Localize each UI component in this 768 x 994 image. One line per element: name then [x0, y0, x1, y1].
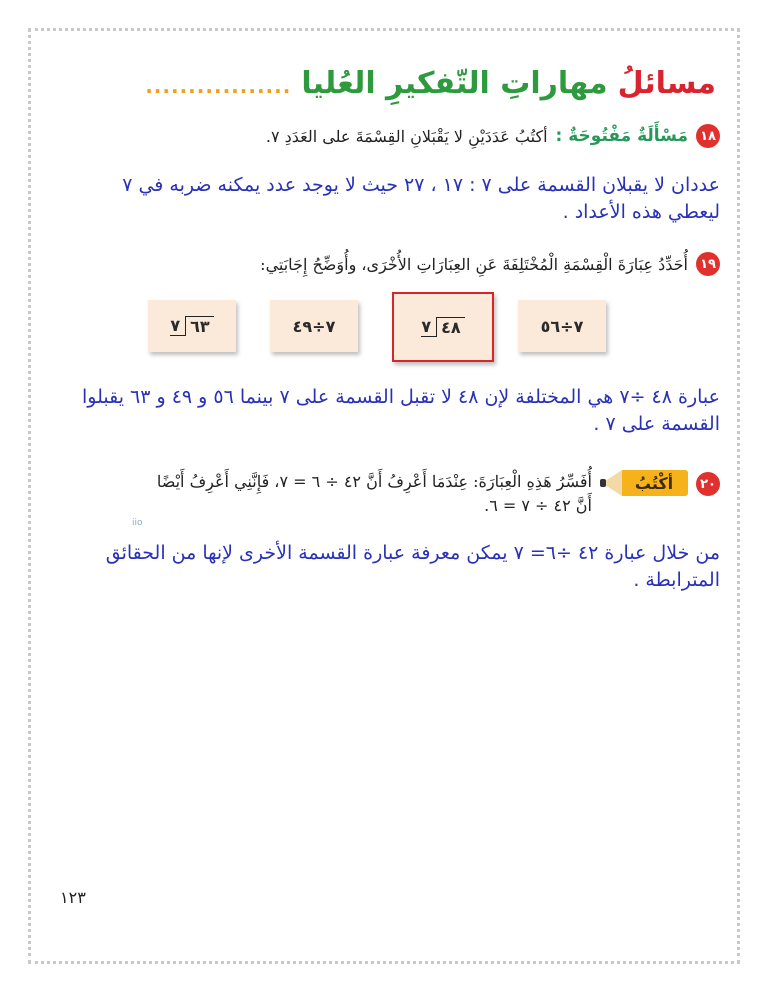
question-number-19: ١٩ [696, 252, 720, 276]
question-18-text: أكتُبُ عَدَدَيْنِ لا يَقْبَلانِ القِسْمَةَ على العَدَدِ ٧. [265, 126, 548, 146]
expression: ٧÷٥٦ [540, 316, 584, 336]
answer-20 [58, 540, 720, 594]
answer-19 [58, 384, 720, 438]
question-18 [266, 124, 720, 148]
divisor: ٧ [421, 317, 436, 337]
dividend: ٦٣ [185, 316, 214, 336]
expression: ٧÷٤٩ [292, 316, 336, 336]
answer-19-line2: القسمة على ٧ . [593, 413, 720, 435]
answer-19-line1: عبارة ٤٨ ÷٧ هي المختلفة لإن ٤٨ لا تقبل القسمة على ٧ بينما ٥٦ و ٤٩ و ٦٣ يقبلوا [81, 386, 720, 408]
long-division-63 [170, 316, 213, 336]
write-pencil-icon [600, 470, 688, 496]
card-48-div-7-selected [392, 292, 494, 362]
dividend: ٤٨ [436, 317, 465, 337]
question-20-text [157, 470, 592, 518]
question-20 [157, 470, 720, 518]
card-56-div-7 [518, 300, 606, 352]
question-20-line2: أَنَّ ٤٢ ÷ ٧ = ٦. [484, 496, 592, 515]
page-number: ١٢٣ [60, 888, 86, 907]
question-number-18: ١٨ [696, 124, 720, 148]
card-63-div-7 [148, 300, 236, 352]
section-title [145, 66, 716, 101]
answer-20-line1: من خلال عبارة ٤٢ ÷٦= ٧ يمكن معرفة عبارة القسمة الأخرى لإنها من الحقائق [105, 542, 720, 564]
answer-18-line2: ليعطي هذه الأعداد . [562, 201, 720, 223]
watermark: iio [132, 518, 143, 528]
question-19-text: أُحَدِّدُ عِبَارَةَ الْقِسْمَةِ الْمُخْتَلِفَةَ عَنِ العِبَارَاتِ الأُخْرَى، وأُوَضِّحُ إِجَابَتِي: [260, 254, 688, 274]
pencil-lead [600, 479, 606, 487]
title-dots: ................. [145, 74, 292, 98]
card-49-div-7 [270, 300, 358, 352]
division-cards [148, 292, 618, 364]
question-number-20: ٢٠ [696, 472, 720, 496]
question-19 [260, 252, 720, 276]
long-division-48 [421, 317, 464, 337]
answer-18 [58, 172, 720, 226]
answer-18-line1: عددان لا يقبلان القسمة على ٧ : ١٧ ، ٢٧ حيث لا يوجد عدد يمكنه ضربه في ٧ [122, 174, 720, 196]
title-green: مهاراتِ التّفكيرِ العُليا [301, 66, 608, 101]
pencil-label: أكْتُبُ [620, 470, 688, 496]
divisor: ٧ [170, 316, 185, 336]
question-20-line1: أُفَسِّرُ هَذِهِ الْعِبَارَةَ: عِنْدَمَا أَعْرِفُ أَنَّ ٤٢ ÷ ٦ = ٧، فَإِنَّنِي أَعْرِفُ أَيْضًا [156, 472, 592, 491]
title-red: مسائلُ [617, 66, 716, 101]
question-18-label: مَسْأَلَةٌ مَفْتُوحَةٌ : [555, 126, 688, 146]
answer-20-line2: المترابطة . [633, 569, 720, 591]
